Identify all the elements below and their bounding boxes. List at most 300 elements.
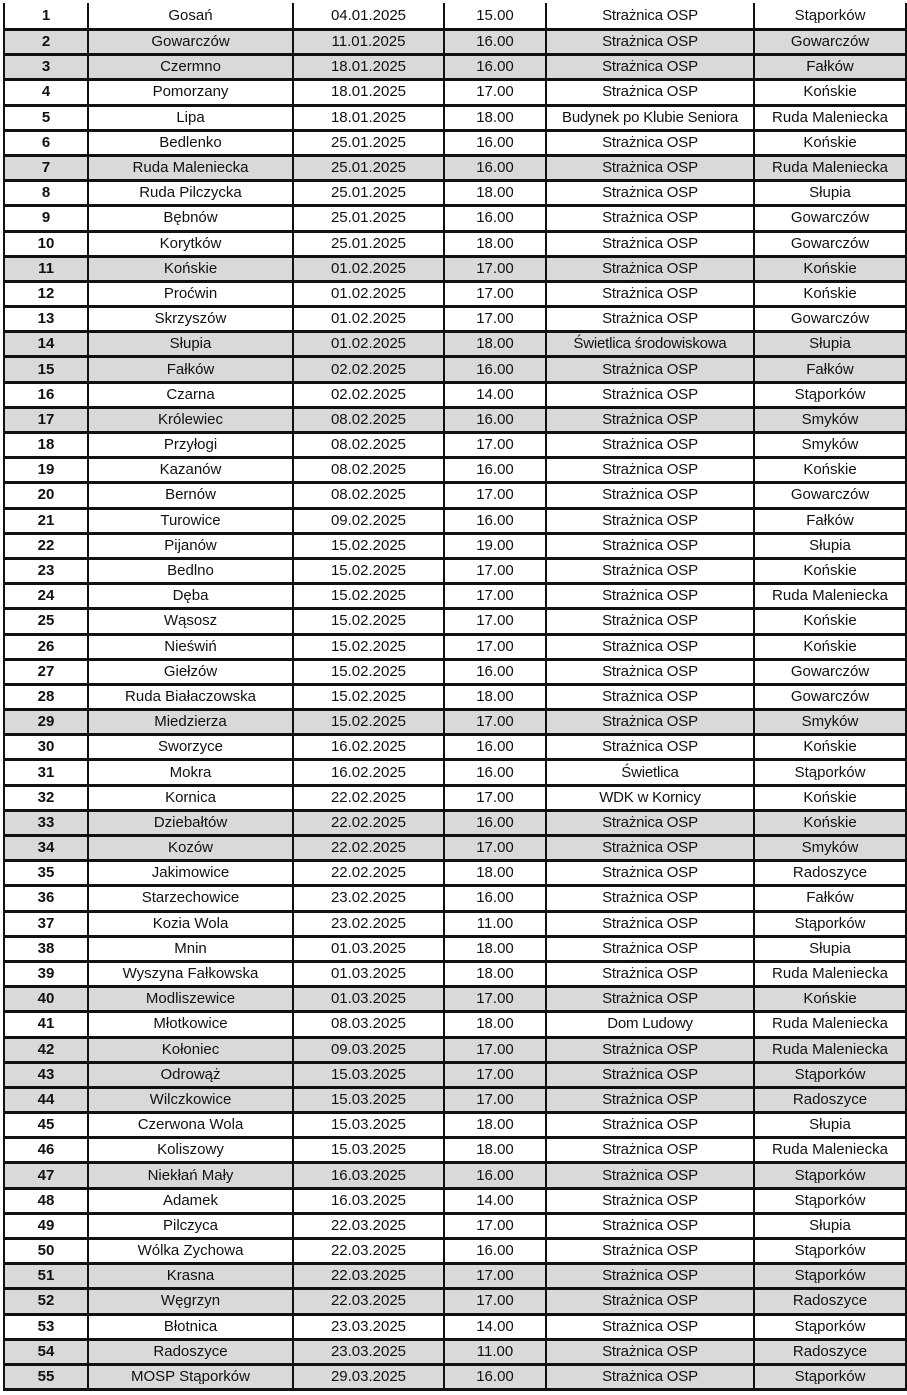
cell-village: Ruda Maleniecka [88,155,293,180]
cell-time: 18.00 [444,961,546,986]
cell-gmina: Ruda Maleniecka [754,105,906,130]
cell-gmina: Fałków [754,886,906,911]
cell-gmina: Słupia [754,1113,906,1138]
cell-gmina: Gowarczów [754,684,906,709]
table-row [4,987,906,1012]
cell-place: Strażnica OSP [546,1264,754,1289]
table-row [4,458,906,483]
cell-no: 9 [4,206,88,231]
cell-place: Strażnica OSP [546,1289,754,1314]
cell-time: 17.00 [444,256,546,281]
cell-no: 39 [4,961,88,986]
cell-time: 16.00 [444,886,546,911]
cell-gmina: Końskie [754,810,906,835]
cell-time: 18.00 [444,231,546,256]
cell-gmina: Końskie [754,458,906,483]
cell-village: Skrzyszów [88,307,293,332]
cell-place: Strażnica OSP [546,155,754,180]
cell-date: 02.02.2025 [293,382,444,407]
cell-time: 16.00 [444,130,546,155]
cell-place: Strażnica OSP [546,936,754,961]
cell-place: Strażnica OSP [546,357,754,382]
cell-village: Pilczyca [88,1213,293,1238]
cell-village: Kazanów [88,458,293,483]
cell-village: Kozów [88,836,293,861]
cell-no: 46 [4,1138,88,1163]
cell-place: Strażnica OSP [546,533,754,558]
cell-date: 22.03.2025 [293,1213,444,1238]
cell-time: 16.00 [444,735,546,760]
cell-place: Strażnica OSP [546,1339,754,1364]
cell-no: 14 [4,332,88,357]
cell-no: 54 [4,1339,88,1364]
cell-date: 01.02.2025 [293,332,444,357]
cell-no: 44 [4,1087,88,1112]
cell-village: Modliszewice [88,987,293,1012]
cell-no: 55 [4,1364,88,1389]
table-row [4,533,906,558]
cell-no: 15 [4,357,88,382]
cell-gmina: Końskie [754,609,906,634]
cell-time: 17.00 [444,433,546,458]
cell-date: 25.01.2025 [293,155,444,180]
table-row [4,1037,906,1062]
table-row [4,256,906,281]
cell-time: 16.00 [444,1364,546,1389]
cell-village: Przyłogi [88,433,293,458]
cell-village: Bedlenko [88,130,293,155]
table-row [4,1314,906,1339]
cell-place: Strażnica OSP [546,836,754,861]
cell-date: 23.03.2025 [293,1339,444,1364]
cell-date: 15.03.2025 [293,1062,444,1087]
cell-village: Młotkowice [88,1012,293,1037]
cell-gmina: Gowarczów [754,307,906,332]
table-row [4,584,906,609]
cell-village: Gosań [88,3,293,30]
cell-no: 12 [4,281,88,306]
cell-time: 16.00 [444,810,546,835]
cell-date: 15.03.2025 [293,1138,444,1163]
cell-village: Pomorzany [88,80,293,105]
cell-no: 51 [4,1264,88,1289]
cell-gmina: Radoszyce [754,861,906,886]
cell-time: 17.00 [444,1289,546,1314]
cell-date: 16.02.2025 [293,735,444,760]
cell-place: Strażnica OSP [546,181,754,206]
cell-no: 4 [4,80,88,105]
cell-time: 16.00 [444,1163,546,1188]
cell-date: 25.01.2025 [293,231,444,256]
cell-village: Węgrzyn [88,1289,293,1314]
cell-gmina: Ruda Maleniecka [754,584,906,609]
cell-village: Koliszowy [88,1138,293,1163]
cell-gmina: Stąporków [754,1239,906,1264]
cell-gmina: Słupia [754,1213,906,1238]
cell-date: 18.01.2025 [293,55,444,80]
cell-no: 20 [4,483,88,508]
cell-village: Jakimowice [88,861,293,886]
cell-village: Bedlno [88,558,293,583]
cell-no: 48 [4,1188,88,1213]
cell-gmina: Końskie [754,281,906,306]
cell-date: 08.02.2025 [293,483,444,508]
table-row [4,684,906,709]
cell-date: 15.02.2025 [293,558,444,583]
table-row [4,231,906,256]
cell-village: Słupia [88,332,293,357]
cell-time: 17.00 [444,307,546,332]
cell-place: Strażnica OSP [546,1087,754,1112]
cell-place: Strażnica OSP [546,1239,754,1264]
table-row [4,130,906,155]
cell-date: 04.01.2025 [293,3,444,30]
cell-time: 17.00 [444,1213,546,1238]
cell-no: 50 [4,1239,88,1264]
cell-gmina: Stąporków [754,1364,906,1389]
cell-place: Strażnica OSP [546,30,754,55]
table-row [4,659,906,684]
cell-village: Bębnów [88,206,293,231]
cell-gmina: Słupia [754,332,906,357]
cell-village: Końskie [88,256,293,281]
table-row [4,1138,906,1163]
cell-village: Fałków [88,357,293,382]
cell-gmina: Radoszyce [754,1289,906,1314]
cell-place: Strażnica OSP [546,1037,754,1062]
cell-time: 16.00 [444,206,546,231]
cell-no: 42 [4,1037,88,1062]
cell-no: 41 [4,1012,88,1037]
cell-time: 17.00 [444,710,546,735]
cell-place: Strażnica OSP [546,584,754,609]
cell-place: Strażnica OSP [546,281,754,306]
cell-gmina: Smyków [754,710,906,735]
cell-no: 36 [4,886,88,911]
cell-time: 14.00 [444,1314,546,1339]
table-row [4,307,906,332]
table-row [4,181,906,206]
table-row [4,407,906,432]
table-row [4,1213,906,1238]
cell-village: Korytków [88,231,293,256]
cell-gmina: Końskie [754,987,906,1012]
table-row [4,281,906,306]
cell-village: Proćwin [88,281,293,306]
cell-time: 18.00 [444,181,546,206]
cell-date: 08.02.2025 [293,407,444,432]
cell-place: Strażnica OSP [546,483,754,508]
table-row [4,382,906,407]
cell-village: Mokra [88,760,293,785]
cell-place: Budynek po Klubie Seniora [546,105,754,130]
cell-time: 17.00 [444,785,546,810]
cell-village: Czermno [88,55,293,80]
cell-no: 53 [4,1314,88,1339]
table-row [4,911,906,936]
cell-gmina: Smyków [754,836,906,861]
cell-village: Turowice [88,508,293,533]
cell-no: 23 [4,558,88,583]
cell-gmina: Fałków [754,508,906,533]
cell-village: Sworzyce [88,735,293,760]
cell-no: 8 [4,181,88,206]
cell-place: Strażnica OSP [546,55,754,80]
cell-no: 31 [4,760,88,785]
cell-place: Strażnica OSP [546,433,754,458]
cell-no: 49 [4,1213,88,1238]
cell-no: 1 [4,3,88,30]
cell-no: 45 [4,1113,88,1138]
table-row [4,886,906,911]
cell-place: Strażnica OSP [546,1188,754,1213]
cell-place: Strażnica OSP [546,886,754,911]
cell-date: 15.02.2025 [293,584,444,609]
cell-date: 18.01.2025 [293,105,444,130]
cell-gmina: Stąporków [754,382,906,407]
cell-gmina: Stąporków [754,911,906,936]
cell-time: 18.00 [444,861,546,886]
cell-village: Królewiec [88,407,293,432]
cell-date: 22.03.2025 [293,1264,444,1289]
cell-no: 13 [4,307,88,332]
cell-gmina: Końskie [754,634,906,659]
cell-place: Strażnica OSP [546,1138,754,1163]
cell-place: Strażnica OSP [546,1314,754,1339]
cell-date: 01.02.2025 [293,256,444,281]
cell-date: 25.01.2025 [293,181,444,206]
cell-time: 14.00 [444,1188,546,1213]
cell-time: 17.00 [444,634,546,659]
cell-no: 43 [4,1062,88,1087]
cell-no: 27 [4,659,88,684]
table-row [4,609,906,634]
cell-date: 08.02.2025 [293,458,444,483]
cell-gmina: Końskie [754,735,906,760]
cell-date: 01.03.2025 [293,961,444,986]
cell-date: 23.02.2025 [293,911,444,936]
cell-village: Dziebałtów [88,810,293,835]
cell-village: Wąsosz [88,609,293,634]
table-row [4,332,906,357]
cell-village: Ruda Białaczowska [88,684,293,709]
cell-date: 15.02.2025 [293,710,444,735]
cell-date: 22.03.2025 [293,1289,444,1314]
cell-place: Dom Ludowy [546,1012,754,1037]
cell-time: 16.00 [444,357,546,382]
cell-gmina: Końskie [754,558,906,583]
cell-date: 02.02.2025 [293,357,444,382]
table-row [4,433,906,458]
table-row [4,508,906,533]
cell-gmina: Słupia [754,936,906,961]
table-row [4,1188,906,1213]
table-row [4,3,906,30]
cell-place: Strażnica OSP [546,508,754,533]
cell-no: 17 [4,407,88,432]
table-row [4,735,906,760]
cell-village: Czerwona Wola [88,1113,293,1138]
table-row [4,105,906,130]
cell-gmina: Radoszyce [754,1339,906,1364]
cell-no: 5 [4,105,88,130]
cell-time: 17.00 [444,584,546,609]
cell-gmina: Ruda Maleniecka [754,1138,906,1163]
table-row [4,483,906,508]
cell-gmina: Stąporków [754,1314,906,1339]
cell-place: Świetlica [546,760,754,785]
cell-place: WDK w Kornicy [546,785,754,810]
cell-village: Radoszyce [88,1339,293,1364]
cell-village: Bernów [88,483,293,508]
cell-time: 11.00 [444,1339,546,1364]
cell-village: Kornica [88,785,293,810]
cell-village: Giełzów [88,659,293,684]
cell-no: 52 [4,1289,88,1314]
cell-no: 35 [4,861,88,886]
cell-place: Strażnica OSP [546,1113,754,1138]
cell-date: 01.02.2025 [293,307,444,332]
cell-no: 32 [4,785,88,810]
cell-date: 25.01.2025 [293,206,444,231]
cell-date: 25.01.2025 [293,130,444,155]
cell-village: Starzechowice [88,886,293,911]
cell-date: 22.02.2025 [293,861,444,886]
cell-place: Strażnica OSP [546,3,754,30]
cell-gmina: Gowarczów [754,659,906,684]
table-row [4,1062,906,1087]
cell-no: 25 [4,609,88,634]
cell-gmina: Stąporków [754,1264,906,1289]
cell-no: 7 [4,155,88,180]
cell-village: Wólka Zychowa [88,1239,293,1264]
cell-village: Niekłań Mały [88,1163,293,1188]
cell-place: Świetlica środowiskowa [546,332,754,357]
cell-place: Strażnica OSP [546,1364,754,1389]
table-row [4,1113,906,1138]
cell-no: 10 [4,231,88,256]
cell-no: 16 [4,382,88,407]
table-row [4,1087,906,1112]
cell-time: 17.00 [444,80,546,105]
cell-place: Strażnica OSP [546,911,754,936]
table-row [4,155,906,180]
cell-place: Strażnica OSP [546,1062,754,1087]
cell-time: 15.00 [444,3,546,30]
cell-date: 01.03.2025 [293,936,444,961]
cell-date: 09.03.2025 [293,1037,444,1062]
cell-time: 11.00 [444,911,546,936]
cell-date: 23.02.2025 [293,886,444,911]
cell-village: Krasna [88,1264,293,1289]
cell-time: 16.00 [444,659,546,684]
cell-date: 09.02.2025 [293,508,444,533]
cell-place: Strażnica OSP [546,609,754,634]
table-row [4,710,906,735]
table-row [4,961,906,986]
cell-village: Błotnica [88,1314,293,1339]
cell-no: 6 [4,130,88,155]
cell-no: 34 [4,836,88,861]
cell-date: 08.03.2025 [293,1012,444,1037]
cell-time: 18.00 [444,1113,546,1138]
table-row [4,785,906,810]
cell-time: 14.00 [444,382,546,407]
cell-no: 47 [4,1163,88,1188]
cell-gmina: Fałków [754,357,906,382]
cell-time: 18.00 [444,1012,546,1037]
cell-village: Kołoniec [88,1037,293,1062]
cell-gmina: Gowarczów [754,483,906,508]
cell-time: 16.00 [444,55,546,80]
cell-no: 30 [4,735,88,760]
cell-no: 29 [4,710,88,735]
cell-date: 16.03.2025 [293,1163,444,1188]
cell-gmina: Ruda Maleniecka [754,1037,906,1062]
cell-time: 19.00 [444,533,546,558]
cell-gmina: Radoszyce [754,1087,906,1112]
cell-date: 29.03.2025 [293,1364,444,1389]
table-row [4,634,906,659]
cell-gmina: Stąporków [754,760,906,785]
cell-village: Dęba [88,584,293,609]
cell-date: 15.02.2025 [293,684,444,709]
cell-no: 26 [4,634,88,659]
cell-gmina: Stąporków [754,1062,906,1087]
cell-time: 17.00 [444,987,546,1012]
cell-gmina: Smyków [754,433,906,458]
cell-place: Strażnica OSP [546,634,754,659]
cell-date: 01.03.2025 [293,987,444,1012]
cell-time: 18.00 [444,684,546,709]
cell-village: Wilczkowice [88,1087,293,1112]
table-row [4,55,906,80]
table-row [4,760,906,785]
cell-time: 17.00 [444,483,546,508]
cell-time: 17.00 [444,1264,546,1289]
cell-gmina: Smyków [754,407,906,432]
cell-time: 18.00 [444,936,546,961]
cell-place: Strażnica OSP [546,861,754,886]
cell-date: 23.03.2025 [293,1314,444,1339]
table-row [4,1339,906,1364]
cell-place: Strażnica OSP [546,206,754,231]
cell-place: Strażnica OSP [546,407,754,432]
cell-no: 11 [4,256,88,281]
cell-time: 18.00 [444,105,546,130]
cell-place: Strażnica OSP [546,231,754,256]
cell-village: Adamek [88,1188,293,1213]
meetings-schedule-table [3,3,907,1391]
cell-gmina: Stąporków [754,1163,906,1188]
cell-time: 16.00 [444,458,546,483]
table-row [4,1239,906,1264]
table-row [4,80,906,105]
cell-time: 18.00 [444,332,546,357]
cell-no: 33 [4,810,88,835]
cell-gmina: Końskie [754,80,906,105]
cell-place: Strażnica OSP [546,130,754,155]
cell-village: Mnin [88,936,293,961]
cell-no: 38 [4,936,88,961]
table-row [4,810,906,835]
cell-time: 17.00 [444,1062,546,1087]
cell-place: Strażnica OSP [546,1213,754,1238]
cell-date: 15.02.2025 [293,659,444,684]
cell-gmina: Ruda Maleniecka [754,155,906,180]
cell-date: 16.02.2025 [293,760,444,785]
cell-time: 17.00 [444,836,546,861]
